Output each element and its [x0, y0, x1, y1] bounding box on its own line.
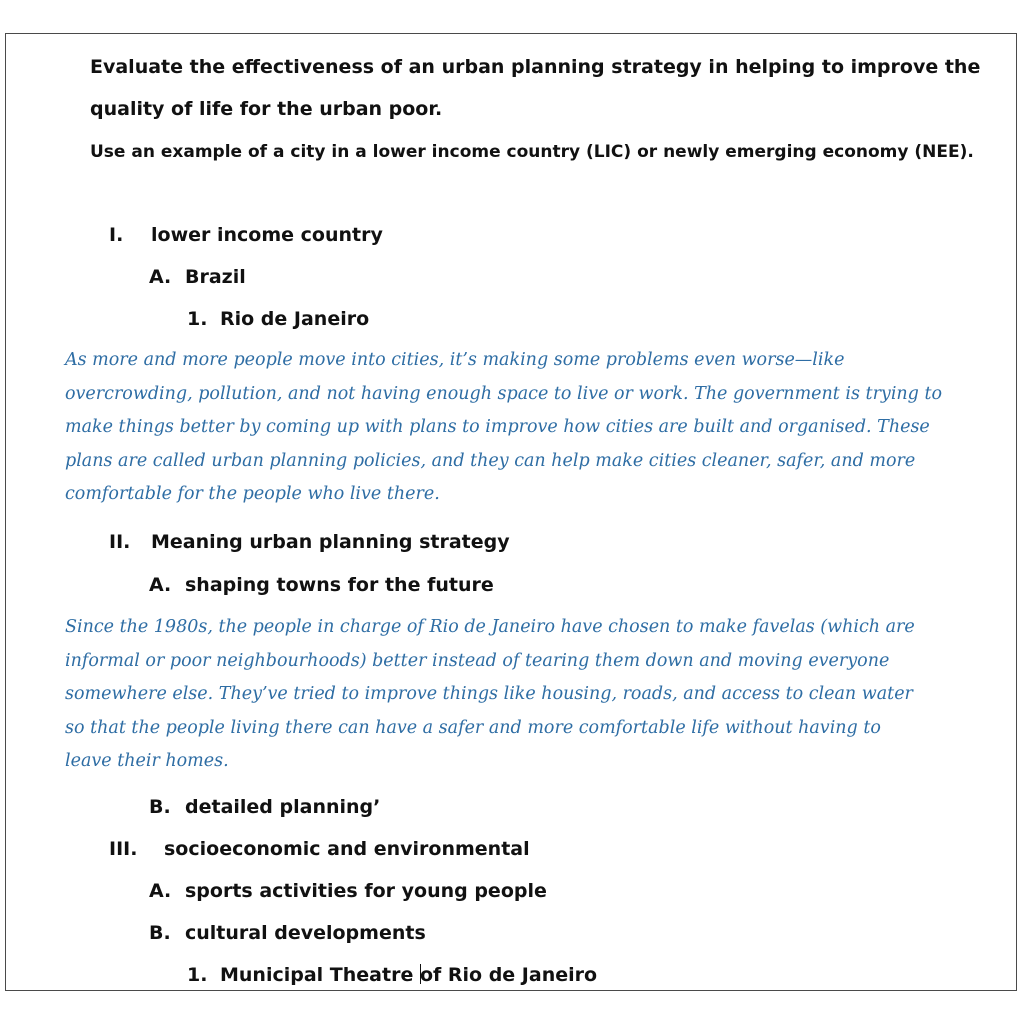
outline-number: 1. — [187, 964, 208, 986]
outline-number: II. — [109, 531, 131, 553]
outline-number: I. — [109, 224, 124, 246]
question-line-1: Evaluate the effectiveness of an urban planning strategy in helping to improve the — [90, 56, 981, 78]
outline-number: 1. — [187, 308, 208, 330]
outline-number: A. — [149, 880, 172, 902]
question-instruction: Use an example of a city in a lower income country (LIC) or newly emerging economy (NEE). — [90, 142, 974, 162]
outline-number: A. — [149, 574, 172, 596]
outline-number: A. — [149, 266, 172, 288]
paragraph-line: comfortable for the people who live there. — [65, 484, 440, 504]
document-page[interactable] — [5, 33, 1017, 991]
paragraph-line: so that the people living there can have a safer and more comfortable life without having to — [65, 717, 881, 738]
outline-label: Rio de Janeiro — [220, 308, 370, 330]
paragraph-line: plans are called urban planning policies, and they can help make cities cleaner, safer, and more — [65, 450, 916, 471]
label-text-before-cursor: Municipal Theatre — [220, 964, 420, 986]
paragraph-line: somewhere else. They’ve tried to improve things like housing, roads, and access to clean water — [65, 684, 913, 704]
outline-label: shaping towns for the future — [185, 574, 494, 596]
paragraph-line: leave their homes. — [65, 751, 229, 771]
outline-label: detailed planning’ — [185, 796, 381, 818]
outline-label: Brazil — [185, 266, 246, 288]
outline-number: III. — [109, 838, 138, 860]
paragraph-line: make things better by coming up with plans to improve how cities are built and organised. These — [65, 417, 930, 437]
paragraph-urbanisation[interactable] — [65, 344, 1005, 512]
outline-label — [220, 964, 597, 986]
question-line-2: quality of life for the urban poor. — [90, 98, 443, 120]
paragraph-favelas[interactable] — [65, 611, 1005, 779]
label-text-after-cursor: of Rio de Janeiro — [419, 964, 598, 986]
outline-label: socioeconomic and environmental — [164, 838, 530, 860]
paragraph-line: Since the 1980s, the people in charge of Rio de Janeiro have chosen to make favelas (which are — [65, 617, 915, 637]
outline-label: lower income country — [151, 224, 383, 246]
paragraph-line: As more and more people move into cities, it’s making some problems even worse—like — [65, 350, 845, 370]
outline-number: B. — [149, 922, 171, 944]
paragraph-line: informal or poor neighbourhoods) better instead of tearing them down and moving everyone — [65, 650, 890, 671]
outline-label: Meaning urban planning strategy — [151, 531, 510, 553]
outline-number: B. — [149, 796, 171, 818]
paragraph-line: overcrowding, pollution, and not having enough space to live or work. The government is trying to — [65, 383, 943, 404]
outline-label: sports activities for young people — [185, 880, 547, 902]
outline-label: cultural developments — [185, 922, 426, 944]
